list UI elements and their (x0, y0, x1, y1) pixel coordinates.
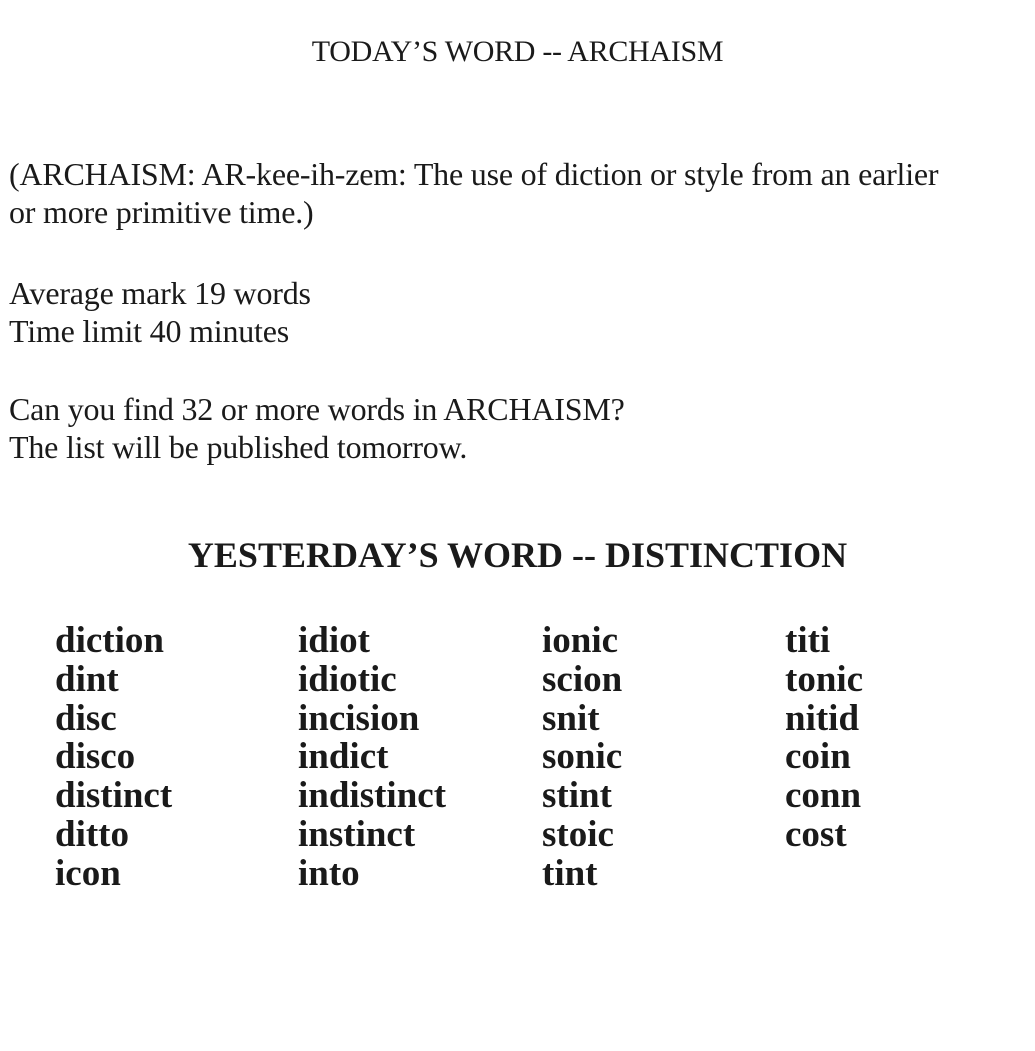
list-word: dint (55, 658, 119, 700)
list-word: idiot (298, 620, 370, 661)
yesterdays-word-title: YESTERDAY’S WORD -- DISTINCTION (187, 535, 848, 575)
list-word: incision (298, 697, 420, 739)
list-word: idiotic (298, 658, 397, 700)
list-word: tonic (785, 658, 864, 700)
list-word: stint (542, 775, 612, 817)
list-word: icon (55, 852, 121, 894)
list-word: sonic (542, 736, 623, 778)
list-word: conn (785, 775, 862, 817)
list-word: tint (542, 852, 598, 894)
average-mark: Average mark 19 words (9, 275, 311, 311)
word-column (542, 622, 622, 894)
definition-line: or more primitive time.) (9, 194, 314, 230)
list-word: ionic (542, 620, 619, 661)
list-word: nitid (785, 697, 860, 739)
list-word: disc (55, 697, 117, 739)
list-word: cost (785, 813, 847, 855)
challenge-question: Can you find 32 or more words in ARCHAISM? (9, 391, 625, 427)
list-word: coin (785, 736, 851, 778)
list-word: snit (542, 697, 600, 739)
list-word: ditto (55, 813, 129, 855)
word-definition (9, 155, 1029, 231)
time-limit: Time limit 40 minutes (9, 313, 289, 349)
publish-note: The list will be published tomorrow. (9, 429, 468, 465)
list-word: indict (298, 736, 389, 778)
list-word: diction (55, 620, 164, 661)
list-word: indistinct (298, 775, 447, 817)
list-word: stoic (542, 813, 614, 855)
todays-word-title: TODAY’S WORD -- ARCHAISM (311, 35, 724, 68)
word-column (785, 622, 863, 855)
definition-line: (ARCHAISM: AR-kee-ih-zem: The use of diction or style from an earlier (9, 156, 939, 192)
puzzle-stats (9, 274, 311, 350)
list-word: distinct (55, 775, 173, 817)
word-column (55, 622, 172, 894)
list-word: scion (542, 658, 623, 700)
challenge-text (9, 390, 625, 466)
list-word: disco (55, 736, 136, 778)
list-word: instinct (298, 813, 416, 855)
list-word: titi (785, 620, 831, 661)
word-column (298, 622, 446, 894)
list-word: into (298, 852, 360, 894)
